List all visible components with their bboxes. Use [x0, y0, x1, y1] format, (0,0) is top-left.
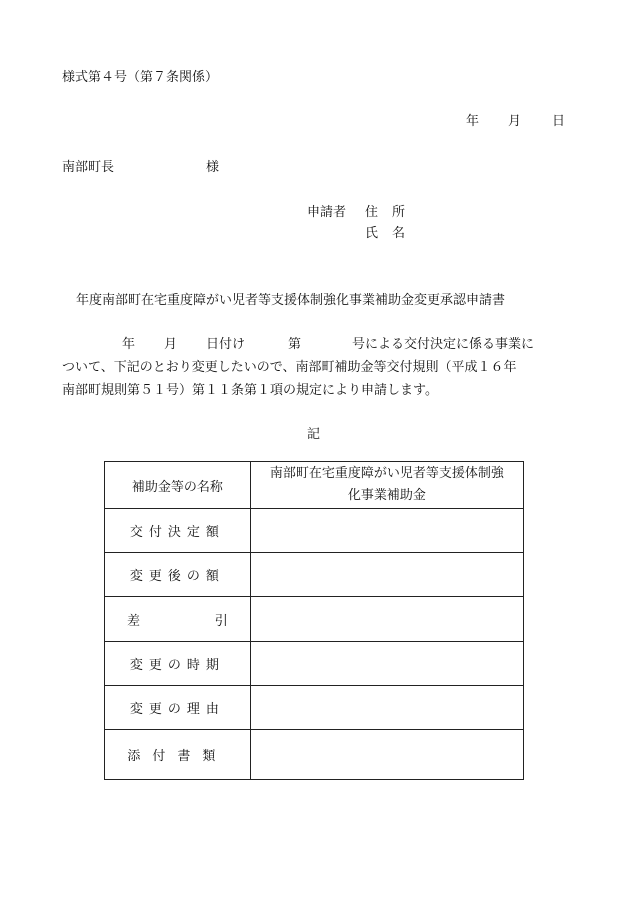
table-row	[105, 509, 524, 553]
row-label-subsidy-name: 補助金等の名称	[105, 462, 251, 509]
ki-label: 記	[307, 427, 321, 442]
row-value-grant-amount[interactable]	[250, 509, 523, 553]
form-number: 様式第４号（第７条関係）	[62, 70, 219, 85]
table-row	[105, 553, 524, 597]
date-year-label: 年	[466, 114, 480, 129]
table-row	[105, 686, 524, 730]
name-label: 氏名	[365, 226, 420, 241]
row-label-changed-amount: 変更後の額	[105, 553, 251, 597]
table-row	[105, 462, 524, 509]
row-label-change-reason: 変更の理由	[105, 686, 251, 730]
row-label-difference	[105, 597, 251, 642]
detail-table	[104, 461, 524, 780]
row-value-change-timing[interactable]	[250, 642, 523, 686]
body-year-label: 年	[122, 337, 136, 352]
difference-label-left: 差	[127, 613, 141, 629]
applicant-label: 申請者	[307, 205, 347, 220]
table-row	[105, 730, 524, 780]
row-value-change-reason[interactable]	[250, 686, 523, 730]
addressee-honorific: 様	[206, 160, 220, 175]
addressee-name: 南部町長	[62, 160, 115, 175]
document-title: 年度南部町在宅重度障がい児者等支援体制強化事業補助金変更承認申請書	[76, 293, 506, 308]
body-dated-label: 日付け	[206, 337, 246, 352]
row-value-changed-amount[interactable]	[250, 553, 523, 597]
subsidy-name-line-1: 南部町在宅重度障がい児者等支援体制強	[269, 466, 504, 481]
row-value-difference[interactable]	[250, 597, 523, 642]
row-value-subsidy-name	[250, 462, 523, 509]
body-line-1-rest: 号による交付決定に係る事業に	[352, 337, 535, 352]
body-number-prefix: 第	[288, 337, 302, 352]
body-line-3-text: 南部町規則第５１号）第１１条第１項の規定により申請します。	[62, 383, 438, 398]
body-line-2-text: ついて、下記のとおり変更したいので、南部町補助金等交付規則（平成１６年	[62, 360, 517, 375]
row-value-attachments[interactable]	[250, 730, 523, 780]
table-row	[105, 642, 524, 686]
address-label: 住所	[365, 205, 420, 220]
difference-label-right: 引	[214, 613, 228, 629]
body-month-label: 月	[164, 337, 178, 352]
subsidy-name-line-2: 化事業補助金	[347, 488, 426, 503]
date-month-label: 月	[508, 114, 522, 129]
row-label-change-timing: 変更の時期	[105, 642, 251, 686]
table-row	[105, 597, 524, 642]
row-label-attachments: 添付書類	[105, 730, 251, 780]
date-day-label: 日	[552, 114, 566, 129]
row-label-grant-amount: 交付決定額	[105, 509, 251, 553]
